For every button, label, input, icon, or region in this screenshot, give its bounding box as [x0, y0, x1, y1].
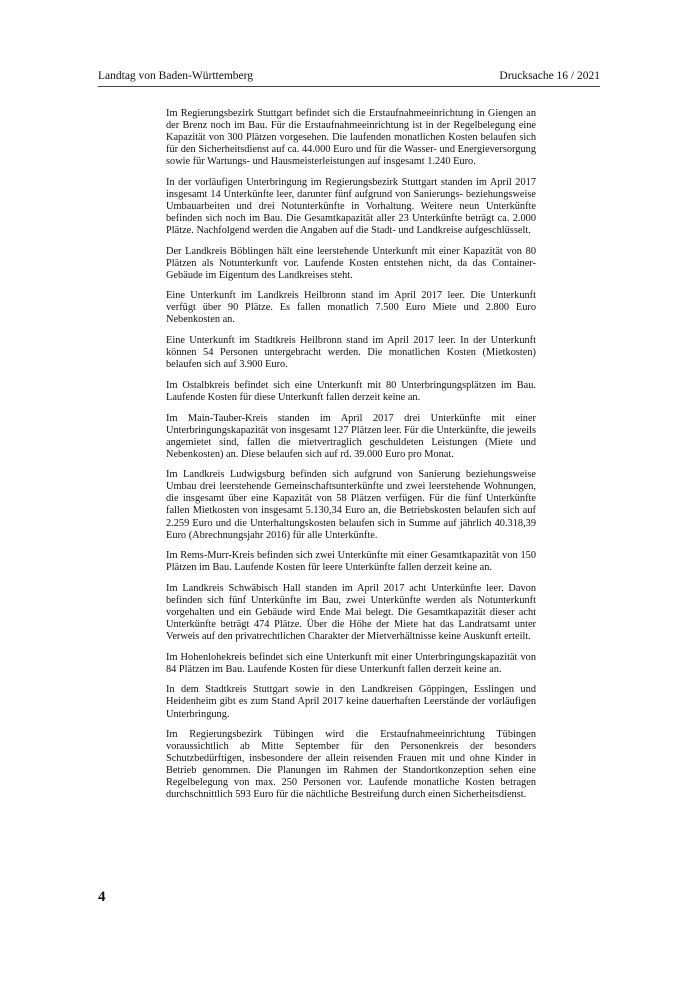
header-parliament-name: Landtag von Baden-Württemberg: [98, 70, 253, 82]
running-header: [98, 69, 600, 83]
body-text: [166, 108, 536, 810]
paragraph: Im Rems-Murr-Kreis befinden sich zwei Unterkünfte mit einer Gesamtkapazität von 150 Plätzen im Bau. Laufende Kosten für leere Unterkünfte fallen derzeit keine an.: [166, 550, 536, 574]
paragraph: Im Landkreis Schwäbisch Hall standen im April 2017 acht Unterkünfte leer. Davon befinden sich fünf Unterkünfte im Bau, zwei Unterkünfte werden als Notunterkunft vorgehalten und ein Gebäude wird Ende Mai belegt. Die Gesamtkapazität dieser acht Unterkünfte beträgt 474 Plätze. Über die Höhe der Miete hat das Landratsamt unter Verweis auf den privatrechtlichen Charakter der Mietverhältnisse keine Auskunft erteilt.: [166, 582, 536, 643]
paragraph: In dem Stadtkreis Stuttgart sowie in den Landkreisen Göppingen, Esslingen und Heidenheim gibt es zum Stand April 2017 keine dauerhaften Leerstände der vorläufigen Unterbringung.: [166, 684, 536, 720]
paragraph: Eine Unterkunft im Stadtkreis Heilbronn stand im April 2017 leer. In der Unterkunft können 54 Personen untergebracht werden. Die monatlichen Kosten (Mietkosten) belaufen sich auf 3.900 Euro.: [166, 335, 536, 371]
paragraph: Der Landkreis Böblingen hält eine leerstehende Unterkunft mit einer Kapazität von 80 Plätzen als Notunterkunft vor. Laufende Kosten entstehen nicht, da das Container-Gebäude im Eigentum des Landkreises steht.: [166, 245, 536, 281]
paragraph: Im Landkreis Ludwigsburg befinden sich aufgrund von Sanierung beziehungsweise Umbau drei leerstehende Gemeinschaftsunterkünfte und zwei leerstehende Wohnungen, die insgesamt über eine Kapazität von 58 Plätzen verfügen. Für die fünf Unterkünfte fallen Mietkosten von insgesamt 5.130,34 Euro an, die Betriebskosten belaufen sich auf 2.259 Euro und die Unterhaltungskosten belaufen sich in Summe auf jährlich 40.318,39 Euro (Abrechnungsjahr 2016) für alle Unterkünfte.: [166, 469, 536, 541]
header-document-number: Drucksache 16 / 2021: [499, 70, 600, 82]
page-number: 4: [98, 889, 106, 905]
paragraph: Im Regierungsbezirk Tübingen wird die Erstaufnahmeeinrichtung Tübingen voraussichtlich ab Mitte September für den Personenkreis der besonders Schutzbedürftigen, insbesondere der allein reisenden Frauen mit und ohne Kinder in Betrieb genommen. Die Planungen im Rahmen der Standortkonzeption sehen eine Regelbelegung von max. 250 Personen vor. Laufende monatliche Kosten betragen durchschnittlich 593 Euro für die nächtliche Bestreifung durch einen Sicherheitsdienst.: [166, 729, 536, 801]
paragraph: Eine Unterkunft im Landkreis Heilbronn stand im April 2017 leer. Die Unterkunft verfügt über 90 Plätze. Es fallen monatlich 7.500 Euro Miete und 2.800 Euro Nebenkosten an.: [166, 290, 536, 326]
header-divider: [98, 86, 600, 87]
paragraph: Im Regierungsbezirk Stuttgart befindet sich die Erstaufnahmeeinrichtung in Giengen an der Brenz noch im Bau. Für die Erstaufnahmeeinrichtung ist in der Regelbelegung eine Kapazität von 300 Plätzen vorgesehen. Die laufenden monatlichen Kosten belaufen sich für den Sicherheitsdienst auf ca. 44.000 Euro und für die Wasser- und Energieversorgung sowie für Wartungs- und Hausmeisterleistungen auf insgesamt 1.240 Euro.: [166, 108, 536, 168]
paragraph: Im Ostalbkreis befindet sich eine Unterkunft mit 80 Unterbringungsplätzen im Bau. Laufende Kosten für diese Unterkunft fallen derzeit keine an.: [166, 379, 536, 403]
paragraph: In der vorläufigen Unterbringung im Regierungsbezirk Stuttgart standen im April 2017 insgesamt 14 Unterkünfte leer, darunter fünf aufgrund von Sanierungs- beziehungsweise Umbauarbeiten und drei Notunterkünfte in Vorhaltung. Weitere neun Unterkünfte befinden sich noch im Bau. Die Gesamtkapazität aller 23 Unterkünfte beträgt ca. 2.000 Plätze. Nachfolgend werden die Angaben auf die Stadt- und Landkreise aufgeschlüsselt.: [166, 176, 536, 237]
paragraph: Im Main-Tauber-Kreis standen im April 2017 drei Unterkünfte mit einer Unterbringungskapazität von insgesamt 127 Plätzen leer. Für die Unterkünfte, die jeweils angemietet sind, fallen die mietvertraglich geschuldeten Leistungen (Miete und Nebenkosten) an. Diese belaufen sich auf rd. 39.000 Euro pro Monat.: [166, 412, 536, 460]
paragraph: Im Hohenlohekreis befindet sich eine Unterkunft mit einer Unterbringungskapazität von 84 Plätzen im Bau. Laufende Kosten für diese Unterkunft fallen derzeit keine an.: [166, 651, 536, 675]
